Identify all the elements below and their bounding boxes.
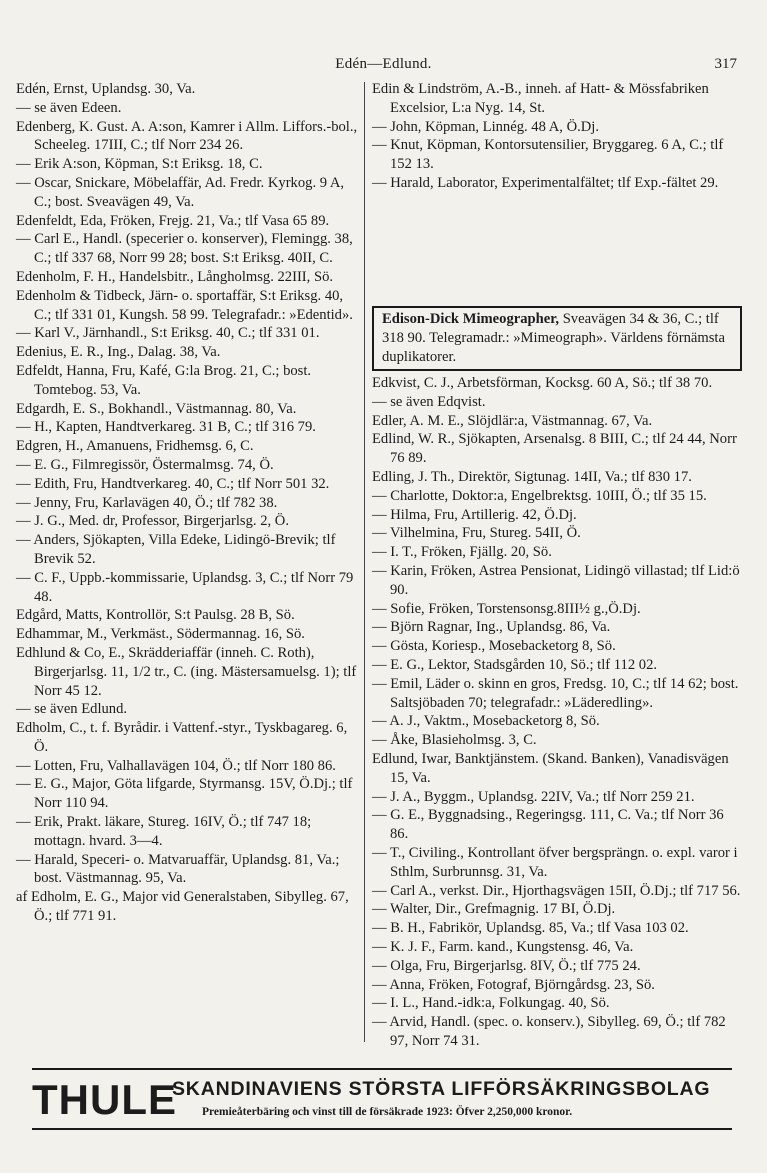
advertisement-box	[372, 306, 742, 371]
directory-entry: — Björn Ragnar, Ing., Uplandsg. 86, Va.	[372, 619, 611, 636]
directory-entry: — Gösta, Koriesp., Mosebacketorg 8, Sö.	[372, 638, 616, 655]
directory-entry: — Charlotte, Doktor:a, Engelbrektsg. 10III, Ö.; tlf 35 15.	[372, 487, 707, 504]
footer-advertisement	[32, 1076, 732, 1126]
directory-entry: — T., Civiling., Kontrollant öfver bergsprängn. o. expl. varor i Sthlm, Surbrunnsg. 31, Va.	[372, 844, 738, 880]
directory-entry: — Carl A., verkst. Dir., Hjorthagsvägen 15II, Ö.Dj.; tlf 717 56.	[372, 882, 741, 899]
directory-entry: — Olga, Fru, Birgerjarlsg. 8IV, Ö.; tlf 775 24.	[372, 957, 641, 974]
footer-rule-top	[32, 1068, 732, 1070]
directory-entry: Edholm, C., t. f. Byrådir. i Vattenf.-styr., Tyskbagareg. 6, Ö.	[16, 720, 348, 755]
directory-entry: Edkvist, C. J., Arbetsförman, Kocksg. 60 A, Sö.; tlf 38 70.	[372, 375, 713, 391]
page-header	[0, 56, 767, 78]
directory-entry: — se även Edlund.	[16, 701, 128, 718]
directory-entry: — Arvid, Handl. (spec. o. konserv.), Sibylleg. 69, Ö.; tlf 782 97, Norr 74 31.	[372, 1014, 726, 1049]
directory-entry: Edenholm, F. H., Handelsbitr., Långholmsg. 22III, Sö.	[16, 268, 334, 285]
directory-entry: — I. T., Fröken, Fjällg. 20, Sö.	[372, 544, 552, 561]
directory-entry: — se även Edeen.	[16, 99, 122, 116]
left-column	[16, 80, 362, 926]
directory-entry: — E. G., Major, Göta lifgarde, Styrmansg. 15V, Ö.Dj.; tlf Norr 110 94.	[16, 776, 353, 812]
footer-rule-bottom	[32, 1128, 732, 1130]
directory-entry: — B. H., Fabrikör, Uplandsg. 85, Va.; tlf Vasa 103 02.	[372, 920, 689, 937]
directory-entry: — Erik, Prakt. läkare, Stureg. 16IV, Ö.; tlf 747 18; mottagn. hvard. 3—4.	[16, 814, 312, 849]
directory-entry: — Walter, Dir., Grefmagnig. 17 BI, Ö.Dj.	[372, 901, 616, 918]
directory-entry: Edhammar, M., Verkmäst., Södermannag. 16, Sö.	[16, 626, 305, 643]
directory-entry: Edlund, Iwar, Banktjänstem. (Skand. Banken), Vanadisvägen 15, Va.	[372, 750, 729, 786]
thule-logo: THULE	[32, 1076, 177, 1123]
directory-entry: — Carl E., Handl. (specerier o. konserver), Flemingg. 38, C.; tlf 337 68, Norr 99 28; bost. S:t Eriksg. 40II, C.	[16, 231, 353, 267]
ad-title: Edison-Dick Mimeographer,	[382, 311, 560, 327]
directory-entry: — Anders, Sjökapten, Villa Edeke, Lidingö-Brevik; tlf Brevik 52.	[16, 532, 336, 567]
right-column-top	[372, 80, 742, 193]
column-divider	[364, 82, 365, 1042]
directory-entry: — J. A., Byggm., Uplandsg. 22IV, Va.; tlf Norr 259 21.	[372, 788, 695, 805]
directory-entry: Edenius, E. R., Ing., Dalag. 38, Va.	[16, 344, 221, 361]
page-number: 317	[714, 56, 737, 72]
directory-entry: Edhlund & Co, E., Skrädderiaffär (inneh. C. Roth), Birgerjarlsg. 11, 1/2 tr., C. (ing. Mästersamuelsg. 1); tlf Norr 45 12.	[16, 644, 357, 699]
running-title: Edén—Edlund.	[335, 56, 432, 72]
directory-entry: Edfeldt, Hanna, Fru, Kafé, G:la Brog. 21, C.; bost. Tomtebog. 53, Va.	[16, 362, 312, 398]
directory-entry: — Knut, Köpman, Kontorsutensilier, Bryggareg. 6 A, C.; tlf 152 13.	[372, 137, 724, 173]
directory-entry: — Hilma, Fru, Artillerig. 42, Ö.Dj.	[372, 506, 577, 523]
directory-entry: — K. J. F., Farm. kand., Kungstensg. 46, Va.	[372, 938, 634, 955]
directory-entry: — G. E., Byggnadsing., Regeringsg. 111, C. Va.; tlf Norr 36 86.	[372, 807, 724, 843]
directory-entry: Edenfeldt, Eda, Fröken, Frejg. 21, Va.; tlf Vasa 65 89.	[16, 212, 330, 229]
footer-slogan: SKANDINAVIENS STÖRSTA LIFFÖRSÄKRINGSBOLAG	[172, 1078, 711, 1100]
directory-entry: — I. L., Hand.-idk:a, Folkungag. 40, Sö.	[372, 995, 610, 1012]
directory-entry: Edgren, H., Amanuens, Fridhemsg. 6, C.	[16, 438, 254, 455]
directory-entry: Edenberg, K. Gust. A. A:son, Kamrer i Allm. Liffors.-bol., Scheeleg. 17III, C.; tlf Norr 234 26.	[16, 118, 358, 154]
directory-entry: Edling, J. Th., Direktör, Sigtunag. 14II, Va.; tlf 830 17.	[372, 468, 692, 485]
directory-entry: Edgardh, E. S., Bokhandl., Västmannag. 80, Va.	[16, 400, 297, 417]
directory-entry: — Vilhelmina, Fru, Stureg. 54II, Ö.	[372, 525, 581, 542]
directory-entry: Edgård, Matts, Kontrollör, S:t Paulsg. 28 B, Sö.	[16, 607, 295, 624]
directory-entry: Edenholm & Tidbeck, Järn- o. sportaffär, S:t Eriksg. 40, C.; tlf 331 01, Kungsh. 58 99. Telegrafadr.: »Edentid».	[16, 287, 353, 323]
directory-entry: — Åke, Blasieholmsg. 3, C.	[372, 732, 537, 749]
directory-entry: — Erik A:son, Köpman, S:t Eriksg. 18, C.	[16, 156, 263, 173]
footer-subslogan: Premieåterbäring och vinst till de försäkrade 1923: Öfver 2,250,000 kronor.	[202, 1106, 573, 1118]
directory-entry: — Sofie, Fröken, Torstensonsg.8III½ g.,Ö.Dj.	[372, 600, 641, 617]
directory-entry: — J. G., Med. dr, Professor, Birgerjarlsg. 2, Ö.	[16, 513, 289, 530]
directory-entry: — A. J., Vaktm., Mosebacketorg 8, Sö.	[372, 713, 600, 730]
right-column-bottom	[372, 374, 742, 1051]
directory-entry: — Edith, Fru, Handtverkareg. 40, C.; tlf Norr 501 32.	[16, 475, 330, 492]
directory-entry: — E. G., Filmregissör, Östermalmsg. 74, Ö.	[16, 456, 274, 473]
directory-entry: — Jenny, Fru, Karlavägen 40, Ö.; tlf 782 38.	[16, 494, 278, 511]
directory-entry: — John, Köpman, Linnég. 48 A, Ö.Dj.	[372, 118, 600, 135]
directory-entry: Edler, A. M. E., Slöjdlär:a, Västmannag. 67, Va.	[372, 412, 653, 429]
directory-entry: — Oscar, Snickare, Möbelaffär, Ad. Fredr. Kyrkog. 9 A, C.; bost. Sveavägen 49, Va.	[16, 174, 345, 210]
ad-text: Sveavägen 34 & 36, C.; tlf 318 90. Telegramadr.: »Mimeograph». Världens förnämsta duplikatorer.	[382, 311, 725, 365]
directory-entry: — Karin, Fröken, Astrea Pensionat, Lidingö villastad; tlf Lid:ö 90.	[372, 562, 740, 598]
directory-entry: — Emil, Läder o. skinn en gros, Fredsg. 10, C.; tlf 14 62; bost. Saltsjöbaden 70; telegrafadr.: »Läderedling».	[372, 675, 739, 711]
directory-entry: — Harald, Speceri- o. Matvaruaffär, Uplandsg. 81, Va.; bost. Västmannag. 95, Va.	[16, 851, 340, 887]
directory-entry: — E. G., Lektor, Stadsgården 10, Sö.; tlf 112 02.	[372, 656, 658, 673]
directory-entry: Edlind, W. R., Sjökapten, Arsenalsg. 8 BIII, C.; tlf 24 44, Norr 76 89.	[372, 431, 737, 467]
directory-entry: af Edholm, E. G., Major vid Generalstaben, Sibylleg. 67, Ö.; tlf 771 91.	[16, 889, 349, 925]
directory-entry: — Anna, Fröken, Fotograf, Björngårdsg. 23, Sö.	[372, 976, 655, 993]
directory-entry: — H., Kapten, Handtverkareg. 31 B, C.; tlf 316 79.	[16, 419, 316, 436]
directory-entry: — Harald, Laborator, Experimentalfältet; tlf Exp.-fältet 29.	[372, 174, 719, 191]
directory-entry: — Karl V., Järnhandl., S:t Eriksg. 40, C.; tlf 331 01.	[16, 325, 320, 342]
directory-entry: Edin & Lindström, A.-B., inneh. af Hatt- & Mössfabriken Excelsior, L:a Nyg. 14, St.	[372, 81, 709, 116]
directory-entry: Edén, Ernst, Uplandsg. 30, Va.	[16, 81, 196, 97]
directory-entry: — C. F., Uppb.-kommissarie, Uplandsg. 3, C.; tlf Norr 79 48.	[16, 569, 354, 605]
directory-entry: — Lotten, Fru, Valhallavägen 104, Ö.; tlf Norr 180 86.	[16, 757, 336, 774]
directory-entry: — se även Edqvist.	[372, 393, 486, 410]
